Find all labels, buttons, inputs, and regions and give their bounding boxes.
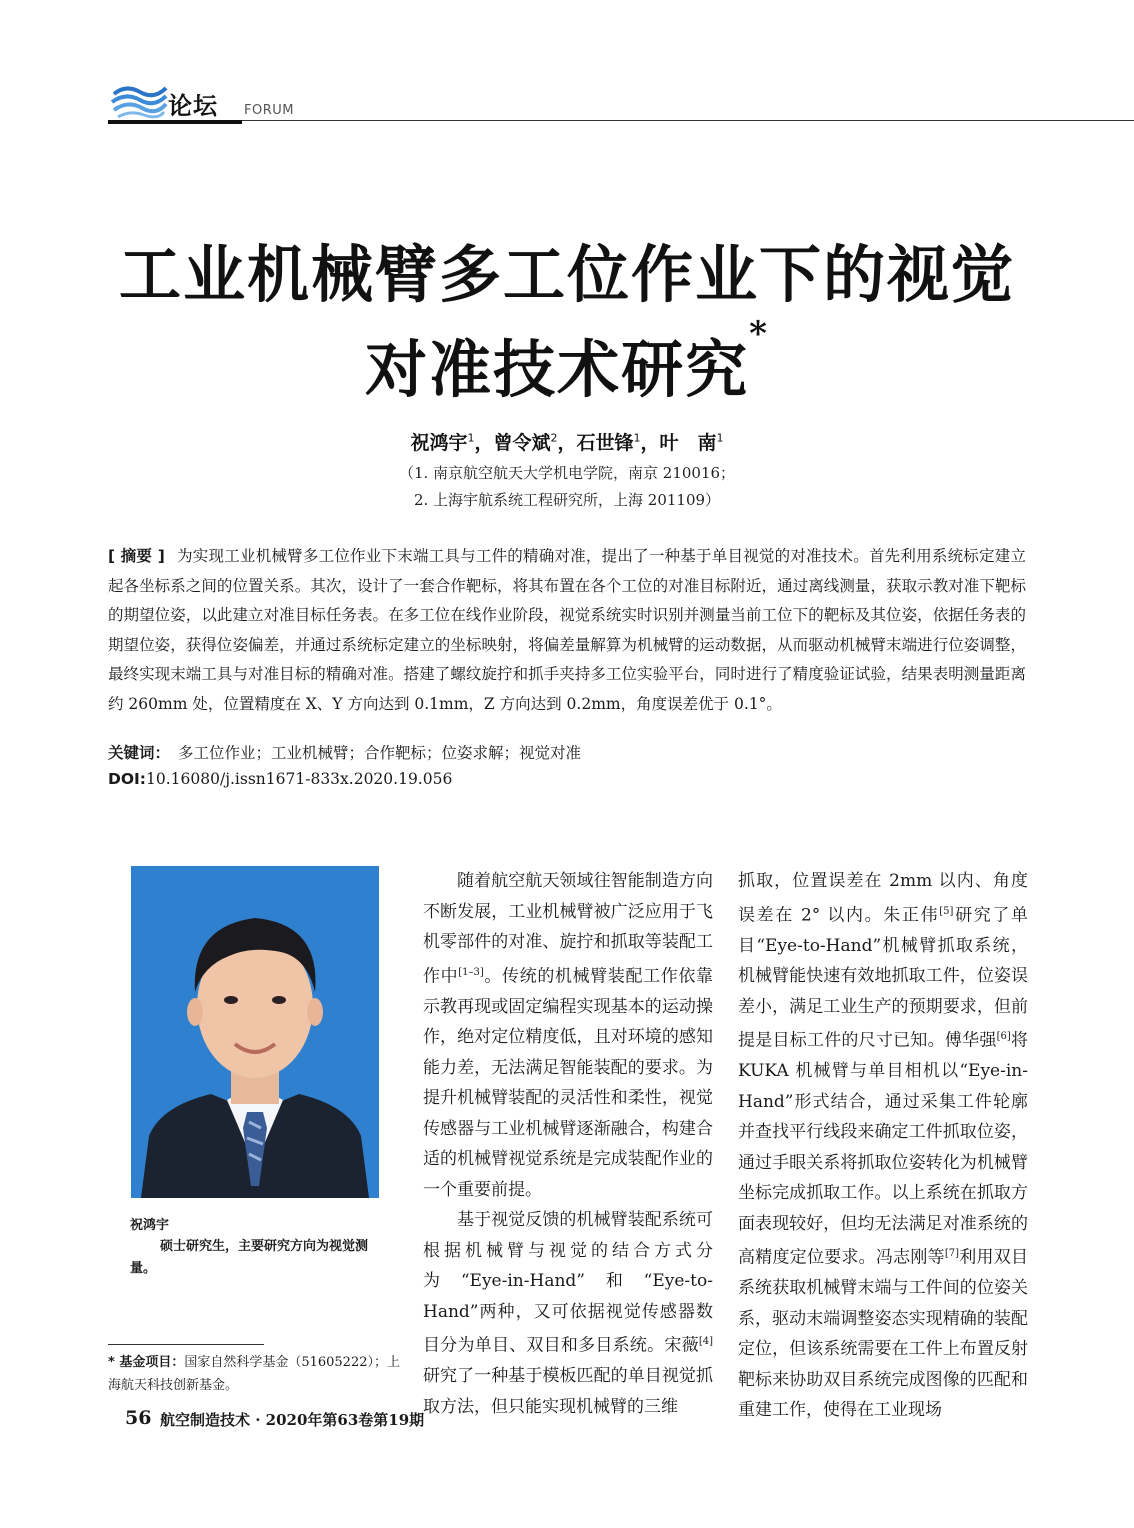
author-name: 叶 南 [659, 432, 717, 454]
author-name: 祝鸿宇 [410, 432, 468, 454]
paper-title-line2 [0, 314, 1134, 409]
author-separator: ， [474, 432, 494, 454]
author-portrait-icon [131, 866, 379, 1198]
affiliation-line1: （1. 南京航空航天大学机电学院，南京 210016； [398, 464, 736, 482]
footnote-rule [108, 1344, 264, 1345]
body-text: 基于视觉反馈的机械臂装配系统可根据机械臂与视觉的结合方式分为“Eye-in-Hand”和“Eye-to-Hand”两种，又可依据视觉传感器数目分为单目、双目和多目系统。宋薇 [423, 1210, 713, 1356]
author-separator: ， [640, 432, 660, 454]
footnote-label: * 基金项目： [108, 1355, 185, 1370]
author-affiliation-mark: 2 [550, 431, 558, 445]
journal-issue: 航空制造技术 · 2020年第63卷第19期 [160, 1411, 425, 1429]
title-footnote-mark: * [749, 314, 769, 354]
body-text: 研究了一种基于模板匹配的单目视觉抓取方法，但只能实现机械臂的三维 [423, 1366, 713, 1417]
author-name: 曾令斌 [493, 432, 551, 454]
page-number: 56 [125, 1407, 152, 1429]
body-paragraph [423, 866, 713, 1205]
body-column-3 [738, 866, 1028, 1426]
author-photo [131, 866, 379, 1198]
paper-title-line2-text: 对准技术研究 [365, 333, 750, 406]
wave-logo-icon [110, 80, 168, 120]
author-affiliation-mark: 1 [467, 431, 475, 445]
doi-label: DOI: [108, 770, 147, 788]
author-name: 石世锋 [576, 432, 634, 454]
citation-ref: [5] [939, 905, 954, 917]
author-affiliation-mark: 1 [716, 431, 724, 445]
header-rule-thick [108, 120, 242, 124]
citation-ref: [4] [698, 1336, 713, 1348]
body-column-2 [423, 866, 713, 1422]
header-rule-thin [242, 120, 1134, 121]
citation-ref: [6] [996, 1031, 1011, 1043]
photo-caption-desc: 硕士研究生，主要研究方向为视觉测量。 [130, 1239, 369, 1276]
keywords-label: 关键词： [108, 744, 171, 762]
section-title: 论坛 [168, 91, 218, 120]
body-text: 研究了单目“Eye-to-Hand”机械臂抓取系统，机械臂能快速有效地抓取工件，位姿误差小，满足工业生产的预期要求，但前提是目标工件的尺寸已知。傅华强 [738, 905, 1029, 1051]
abstract-label: [ 摘要 ] [108, 547, 165, 565]
body-text: 。传统的机械臂装配工作依靠示教再现或固定编程实现基本的运动操作，绝对定位精度低，且对环境的感知能力差，无法满足智能装配的要求。为提升机械臂装配的灵活性和柔性，视觉传感器与工业机械臂逐渐融合，构建合适的机械臂视觉系统是完成装配作业的一个重要前提。 [423, 966, 714, 1200]
doi-text: 10.16080/j.issn1671-833x.2020.19.056 [146, 770, 453, 788]
body-text: 随着航空航天领域往智能制造方向不断发展，工业机械臂被广泛应用于飞机零部件的对准、旋拧和抓取等装配工作中 [423, 871, 713, 987]
author-affiliation-mark: 1 [633, 431, 641, 445]
funding-footnote [108, 1351, 408, 1397]
citation-ref: [1–3] [458, 966, 484, 978]
section-title-en: FORUM [244, 103, 294, 118]
body-paragraph [423, 1205, 713, 1422]
citation-ref: [7] [944, 1248, 960, 1260]
body-text: 将 KUKA 机械臂与单目相机以“Eye-in-Hand”形式结合，通过采集工件轮廓并查找平行线段来确定工件抓取位姿，通过手眼关系将抓取位姿转化为机械臂坐标完成抓取工作。以上系统在抓取方面表现较好，但均无法满足对准系统的高精度定位要求。冯志刚等 [738, 1030, 1029, 1268]
author-list [0, 428, 1134, 455]
photo-caption-name: 祝鸿宇 [130, 1218, 170, 1233]
abstract [108, 542, 1026, 719]
body-text: 利用双目系统获取机械臂末端与工件间的位姿关系，驱动末端调整姿态实现精确的装配定位，但该系统需要在工件上布置反射靶标来协助双目系统完成图像的匹配和重建工作，使得在工业现场 [738, 1247, 1029, 1421]
keywords [108, 741, 1026, 763]
footnote-text: 国家自然科学基金（51605222）；上海航天科技创新基金。 [108, 1355, 400, 1393]
doi [108, 770, 1026, 788]
body-text: 抓取，位置误差在 2mm 以内、角度误差在 2° 以内。朱正伟 [738, 871, 1028, 926]
affiliation-line2: 2. 上海宇航系统工程研究所，上海 201109） [413, 491, 721, 509]
author-separator: ， [557, 432, 577, 454]
paper-title-line1: 工业机械臂多工位作业下的视觉 [118, 238, 1015, 311]
abstract-text: 为实现工业机械臂多工位作业下末端工具与工件的精确对准，提出了一种基于单目视觉的对准技术。首先利用系统标定建立起各坐标系之间的位置关系。其次，设计了一套合作靶标，将其布置在各个工位的对准目标附近，通过离线测量，获取示教对准下靶标的期望位姿，以此建立对准目标任务表。在多工位在线作业阶段，视觉系统实时识别并测量当前工位下的靶标及其位姿，依据任务表的期望位姿，获得位姿偏差，并通过系统标定建立的坐标映射，将偏差量解算为机械臂的运动数据，从而驱动机械臂末端进行位姿调整，最终实现末端工具与对准目标的精确对准。搭建了螺纹旋拧和抓手夹持多工位实验平台，同时进行了精度验证试验，结果表明测量距离约 260mm 处，位置精度在 X、Y 方向达到 0.1mm，Z 方向达到 0.2mm，角度误差优于 0.1°。 [108, 547, 1026, 713]
body-paragraph [738, 866, 1028, 1426]
keywords-text: 多工位作业；工业机械臂；合作靶标；位姿求解；视觉对准 [178, 744, 582, 762]
